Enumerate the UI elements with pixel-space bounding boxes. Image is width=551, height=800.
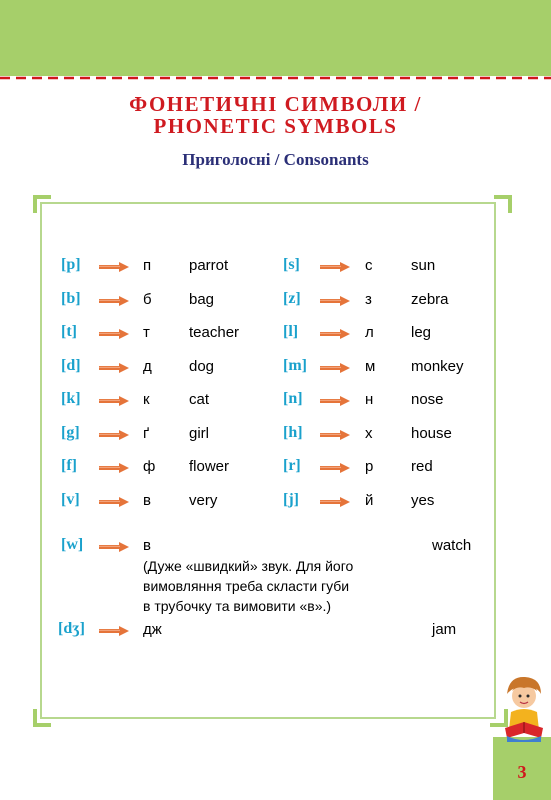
arrow-icon bbox=[320, 396, 350, 406]
arrow-icon bbox=[99, 430, 129, 440]
ukrainian-letter: дж bbox=[143, 621, 162, 638]
phonetic-symbol: [n] bbox=[283, 390, 303, 407]
ukrainian-letter: в bbox=[143, 492, 151, 509]
phonetic-symbol: [t] bbox=[61, 323, 77, 340]
example-word: teacher bbox=[189, 324, 240, 341]
phonetic-symbol: [g] bbox=[61, 424, 80, 441]
arrow-icon bbox=[320, 262, 350, 272]
pronunciation-note: (Дуже «швидкий» звук. Для його вимовляння треба скласти губи в трубочку та вимовити «в».) bbox=[143, 558, 354, 614]
frame-corner-top-right bbox=[494, 195, 512, 213]
section-subtitle: Приголосні / Consonants bbox=[182, 150, 369, 169]
arrow-icon bbox=[320, 430, 350, 440]
ukrainian-letter: л bbox=[365, 324, 374, 341]
arrow-icon bbox=[99, 363, 129, 373]
phonetic-symbol: [dʒ] bbox=[58, 620, 85, 637]
example-word: dog bbox=[189, 358, 215, 375]
frame-corner-top-left bbox=[33, 195, 51, 213]
arrow-icon bbox=[99, 296, 129, 306]
page-number: 3 bbox=[517, 762, 527, 782]
phonetic-symbol: [l] bbox=[283, 323, 299, 340]
reading-child-illustration bbox=[497, 672, 551, 744]
arrow-icon bbox=[320, 363, 350, 373]
ukrainian-letter: с bbox=[365, 257, 373, 274]
phonetic-symbol: [r] bbox=[283, 457, 301, 474]
example-word: nose bbox=[411, 391, 444, 408]
example-word: very bbox=[189, 492, 218, 509]
ukrainian-letter: й bbox=[365, 492, 374, 509]
example-word: girl bbox=[189, 425, 210, 442]
example-word: cat bbox=[189, 391, 210, 408]
frame-corner-bottom-left bbox=[33, 709, 51, 727]
example-word: jam bbox=[432, 621, 457, 638]
phonetic-symbol: [z] bbox=[283, 290, 301, 307]
arrow-icon bbox=[99, 329, 129, 339]
example-word: yes bbox=[411, 492, 435, 509]
ukrainian-letter: ф bbox=[143, 458, 156, 475]
ukrainian-letter: б bbox=[143, 291, 152, 308]
arrow-icon bbox=[320, 497, 350, 507]
arrow-icon bbox=[99, 542, 129, 552]
phonetic-symbol: [b] bbox=[61, 290, 81, 307]
ukrainian-letter: д bbox=[143, 358, 152, 375]
phonetic-symbol: [j] bbox=[283, 491, 299, 508]
red-dashed-separator bbox=[0, 74, 551, 82]
phonetic-symbol: [f] bbox=[61, 457, 77, 474]
page-title-ukrainian: ФОНЕТИЧНІ СИМВОЛИ / bbox=[129, 92, 422, 116]
phonetic-symbol: [v] bbox=[61, 491, 80, 508]
ukrainian-letter: н bbox=[365, 391, 374, 408]
phonetic-symbol: [m] bbox=[283, 357, 307, 374]
arrow-icon bbox=[99, 463, 129, 473]
ukrainian-letter: з bbox=[365, 291, 372, 308]
ukrainian-letter: п bbox=[143, 257, 152, 274]
phonetic-symbol: [p] bbox=[61, 256, 81, 273]
phonetic-symbol: [h] bbox=[283, 424, 303, 441]
arrow-icon bbox=[320, 329, 350, 339]
ukrainian-letter: к bbox=[143, 391, 150, 408]
example-word: sun bbox=[411, 257, 436, 274]
phonetic-symbol: [w] bbox=[61, 536, 84, 553]
arrow-icon bbox=[320, 296, 350, 306]
phonetic-symbol: [d] bbox=[61, 357, 81, 374]
top-green-band bbox=[0, 0, 551, 76]
example-word: zebra bbox=[411, 291, 449, 308]
ukrainian-letter: в bbox=[143, 537, 151, 554]
arrow-icon bbox=[99, 262, 129, 272]
example-word: bag bbox=[189, 291, 215, 308]
phonetic-symbol: [k] bbox=[61, 390, 81, 407]
ukrainian-letter: ґ bbox=[143, 425, 150, 442]
page-title-english: PHONETIC SYMBOLS bbox=[153, 114, 398, 138]
example-word: leg bbox=[411, 324, 432, 341]
arrow-icon bbox=[99, 396, 129, 406]
example-word: flower bbox=[189, 458, 230, 475]
ukrainian-letter: м bbox=[365, 358, 376, 375]
example-word: watch bbox=[432, 537, 472, 554]
example-word: monkey bbox=[411, 358, 464, 375]
example-word: house bbox=[411, 425, 452, 442]
arrow-icon bbox=[320, 463, 350, 473]
arrow-icon bbox=[99, 497, 129, 507]
example-word: parrot bbox=[189, 257, 229, 274]
ukrainian-letter: т bbox=[143, 324, 150, 341]
example-word: red bbox=[411, 458, 433, 475]
phonetic-symbol: [s] bbox=[283, 256, 300, 273]
ukrainian-letter: р bbox=[365, 458, 374, 475]
arrow-icon bbox=[99, 626, 129, 636]
ukrainian-letter: х bbox=[365, 425, 373, 442]
